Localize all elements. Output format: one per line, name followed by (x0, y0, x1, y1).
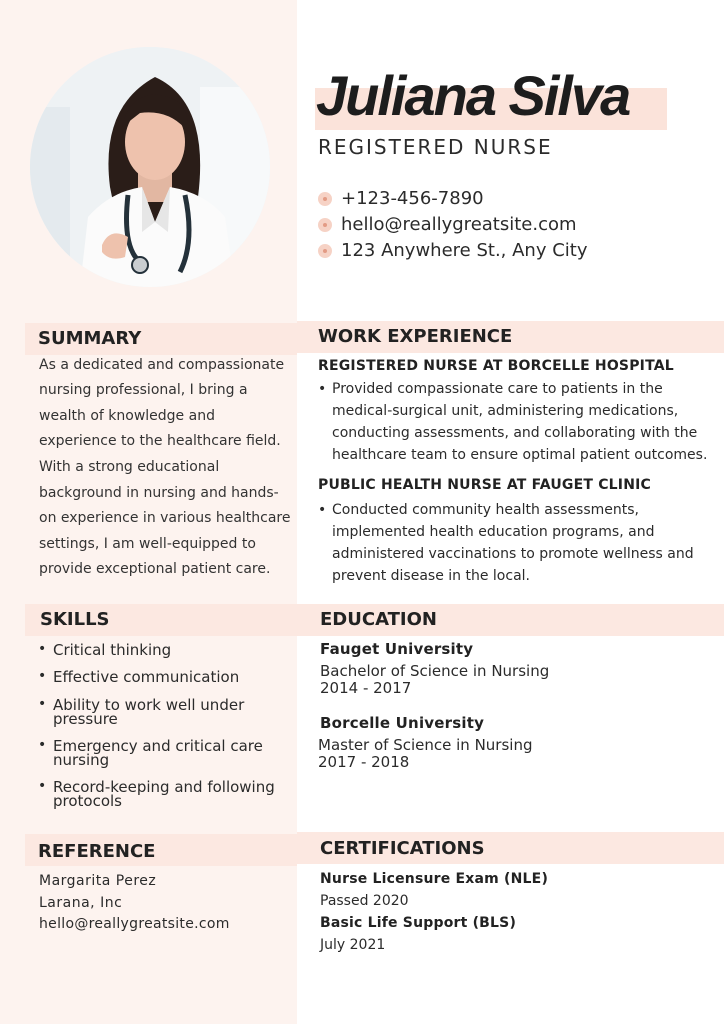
summary-heading: SUMMARY (38, 328, 142, 349)
summary-line: nursing professional, I bring a (39, 382, 248, 398)
skill-item-cont: nursing (53, 751, 110, 769)
school-name: Fauget University (320, 640, 474, 658)
years: 2017 - 2018 (318, 753, 410, 771)
certification-name: Nurse Licensure Exam (NLE) (320, 871, 549, 887)
job-1-line: medical-surgical unit, administering medications, (332, 403, 679, 419)
job-title: REGISTERED NURSE (318, 135, 553, 159)
job-2-line: prevent disease in the local. (332, 568, 530, 584)
skill-item-cont: protocols (53, 792, 123, 810)
summary-line: settings, I am well-equipped to (39, 536, 256, 552)
certifications-heading: CERTIFICATIONS (320, 838, 485, 859)
bullet-icon: • (38, 737, 47, 753)
bullet-icon: • (318, 502, 327, 518)
bullet-icon: • (38, 778, 47, 794)
person-name: Juliana Silva (316, 64, 630, 127)
job-2-line: implemented health education programs, and (332, 524, 655, 540)
certification-detail: July 2021 (320, 937, 386, 953)
summary-line: experience to the healthcare field. (39, 433, 281, 449)
education-heading: EDUCATION (320, 609, 437, 630)
nurse-portrait-icon (30, 47, 270, 287)
contact-phone (318, 188, 484, 209)
work-heading: WORK EXPERIENCE (318, 326, 513, 347)
summary-line: provide exceptional patient care. (39, 561, 271, 577)
contact-email (318, 214, 577, 235)
years: 2014 - 2017 (320, 679, 412, 697)
contact-phone-text: +123-456-7890 (341, 188, 484, 209)
skill-item: Ability to work well under (53, 696, 245, 714)
skill-item: Emergency and critical care (53, 737, 263, 755)
skill-item-cont: pressure (53, 710, 118, 728)
bullet-icon: • (38, 641, 47, 657)
job-title-2: PUBLIC HEALTH NURSE AT FAUGET CLINIC (318, 477, 652, 493)
summary-line: With a strong educational (39, 459, 220, 475)
job-2-line: administered vaccinations to promote wellness and (332, 546, 694, 562)
job-title-1: REGISTERED NURSE AT BORCELLE HOSPITAL (318, 358, 674, 374)
reference-email: hello@reallygreatsite.com (39, 916, 230, 932)
summary-line: on experience in various healthcare (39, 510, 291, 526)
contact-address-text: 123 Anywhere St., Any City (341, 240, 588, 261)
skill-item: Record-keeping and following (53, 778, 275, 796)
job-1-line: Provided compassionate care to patients in the (332, 381, 663, 397)
job-1-line: healthcare team to ensure optimal patient outcomes. (332, 447, 708, 463)
certification-detail: Passed 2020 (320, 893, 409, 909)
job-2-line: Conducted community health assessments, (332, 502, 640, 518)
bullet-icon: • (318, 381, 327, 397)
phone-icon (318, 192, 332, 206)
contact-email-text: hello@reallygreatsite.com (341, 214, 577, 235)
reference-name: Margarita Perez (39, 873, 157, 889)
bullet-icon: • (38, 668, 47, 684)
contact-address (318, 240, 587, 261)
reference-company: Larana, Inc (39, 895, 123, 911)
bullet-icon: • (38, 696, 47, 712)
reference-heading: REFERENCE (38, 841, 156, 862)
summary-line: background in nursing and hands- (39, 485, 279, 501)
degree: Bachelor of Science in Nursing (320, 662, 550, 680)
summary-line: As a dedicated and compassionate (39, 357, 285, 373)
school-name: Borcelle University (320, 714, 485, 732)
skill-item: Critical thinking (53, 641, 172, 659)
degree: Master of Science in Nursing (318, 736, 533, 754)
summary-line: wealth of knowledge and (39, 408, 215, 424)
certification-name: Basic Life Support (BLS) (320, 915, 517, 931)
skills-heading: SKILLS (40, 609, 110, 630)
skill-item: Effective communication (53, 668, 240, 686)
email-icon (318, 218, 332, 232)
profile-photo (30, 47, 270, 287)
location-icon (318, 244, 332, 258)
job-1-line: conducting assessments, and collaborating with the (332, 425, 698, 441)
